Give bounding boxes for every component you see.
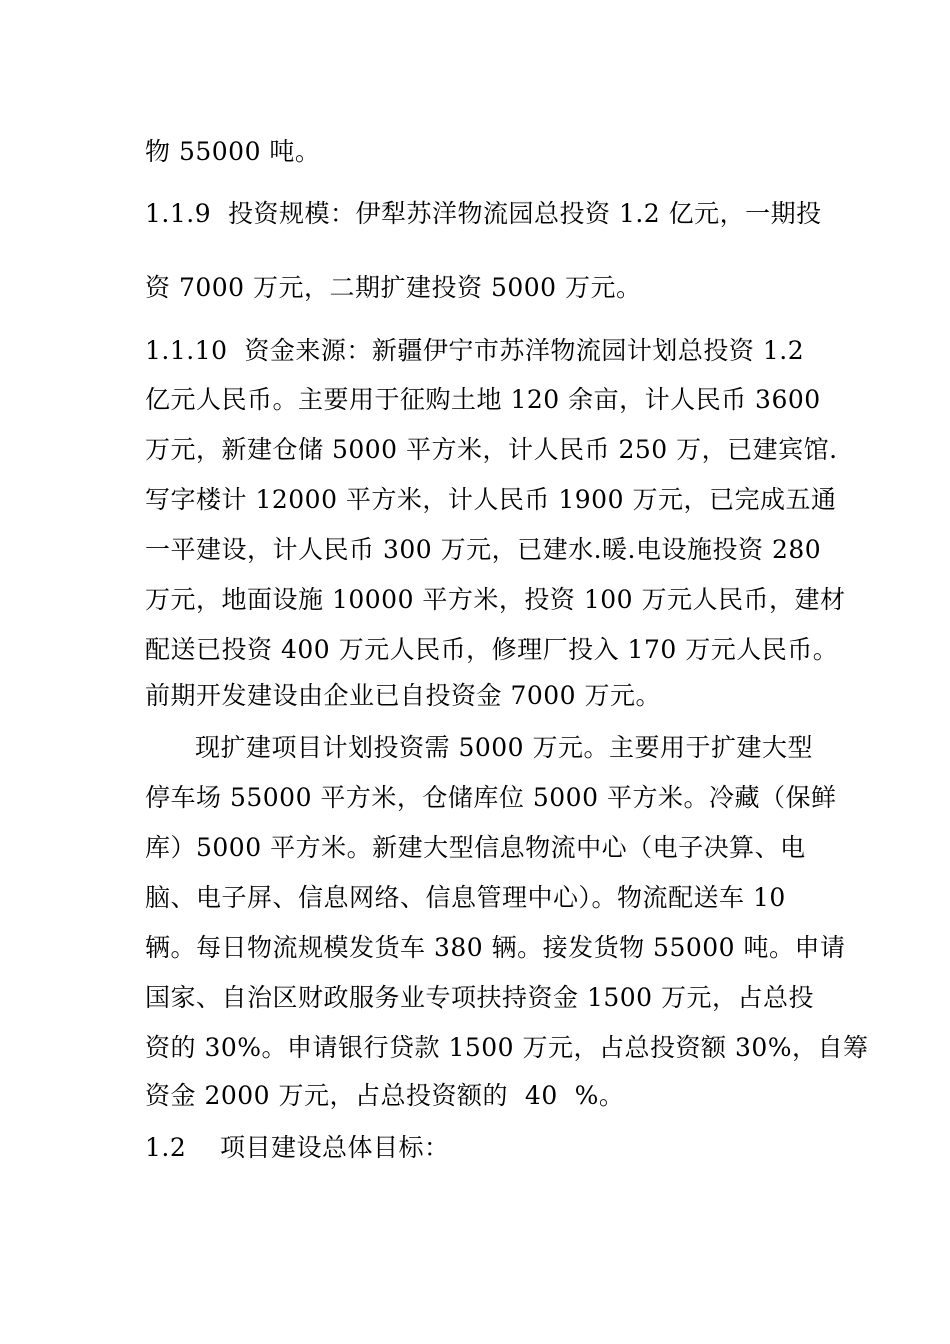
text-line: 辆。每日物流规模发货车 380 辆。接发货物 55000 吨。申请 bbox=[145, 933, 846, 962]
text-line: 配送已投资 400 万元人民币，修理厂投入 170 万元人民币。 bbox=[145, 635, 839, 664]
text-line: 国家、自治区财政服务业专项扶持资金 1500 万元，占总投 bbox=[145, 983, 815, 1012]
section-1-1-9-line: 1.1.9 投资规模：伊犁苏洋物流园总投资 1.2 亿元，一期投 bbox=[145, 199, 822, 228]
text-line: 资金 2000 万元，占总投资额的 40 %。 bbox=[145, 1081, 625, 1110]
text-line: 亿元人民币。主要用于征购土地 120 余亩，计人民币 3600 bbox=[145, 385, 821, 414]
text-line: 万元，新建仓储 5000 平方米，计人民币 250 万，已建宾馆. bbox=[145, 435, 838, 464]
text-line: 一平建设，计人民币 300 万元，已建水.暖.电设施投资 280 bbox=[145, 535, 822, 564]
text-line: 资的 30%。申请银行贷款 1500 万元，占总投资额 30%，自筹 bbox=[145, 1033, 869, 1062]
text-line: 物 55000 吨。 bbox=[145, 137, 321, 166]
text-line: 停车场 55000 平方米，仓储库位 5000 平方米。冷藏（保鲜 bbox=[145, 783, 837, 812]
section-1-2-heading: 1.2 项目建设总体目标： bbox=[145, 1133, 450, 1162]
text-line: 写字楼计 12000 平方米，计人民币 1900 万元，已完成五通 bbox=[145, 485, 837, 514]
text-line: 脑、电子屏、信息网络、信息管理中心）。物流配送车 10 bbox=[145, 883, 786, 912]
paragraph-start-line: 现扩建项目计划投资需 5000 万元。主要用于扩建大型 bbox=[195, 733, 814, 762]
section-1-1-10-line: 1.1.10 资金来源：新疆伊宁市苏洋物流园计划总投资 1.2 bbox=[145, 336, 805, 365]
text-line: 资 7000 万元，二期扩建投资 5000 万元。 bbox=[145, 273, 642, 302]
text-line: 万元，地面设施 10000 平方米，投资 100 万元人民币，建材 bbox=[145, 585, 846, 614]
text-line: 库）5000 平方米。新建大型信息物流中心（电子决算、电 bbox=[145, 833, 806, 862]
text-line: 前期开发建设由企业已自投资金 7000 万元。 bbox=[145, 681, 662, 710]
